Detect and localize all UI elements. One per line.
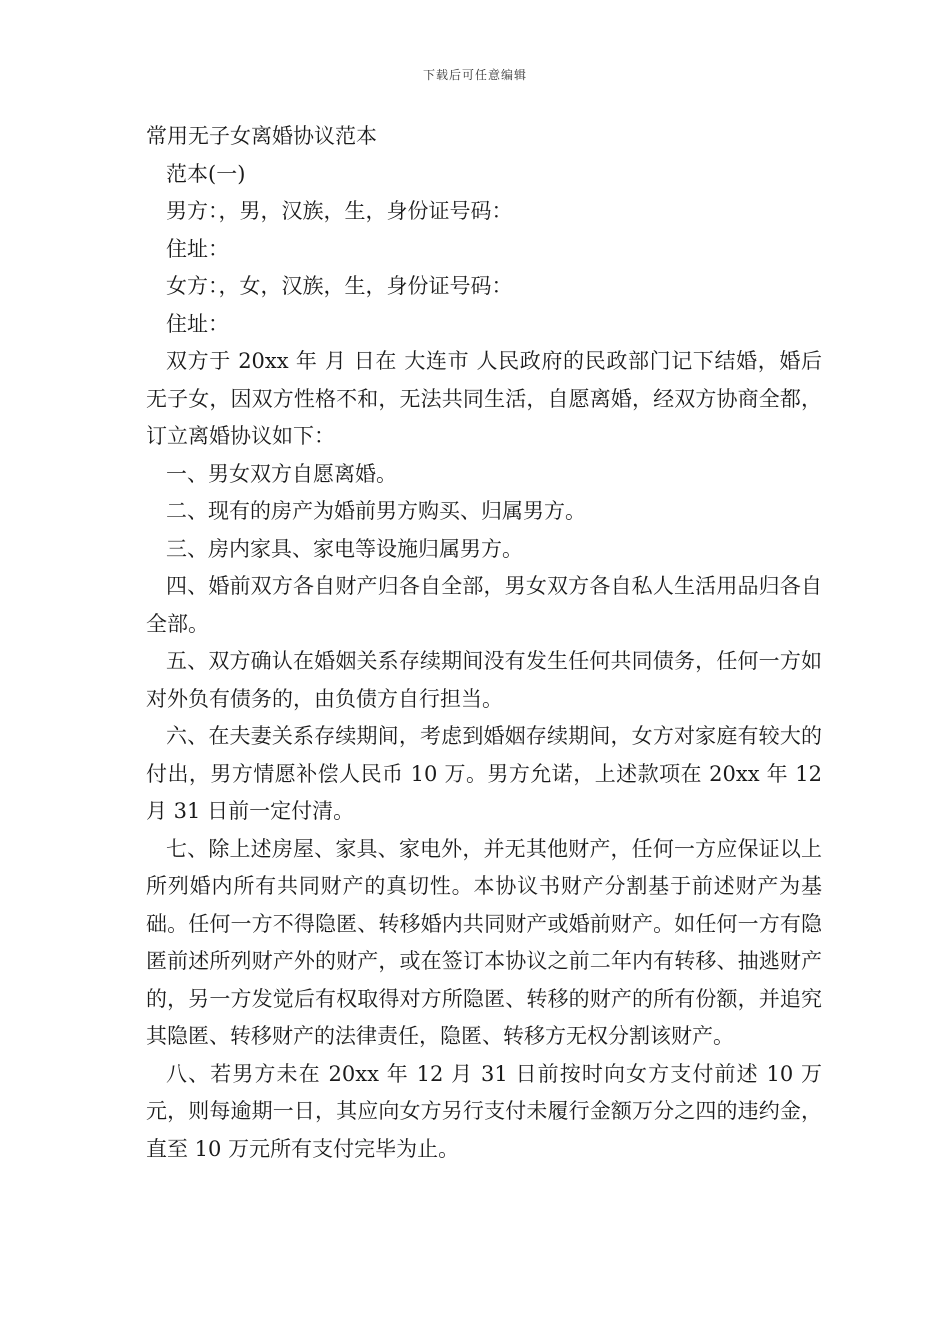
clause-2: 二、现有的房产为婚前男方购买、归属男方。 (166, 499, 586, 523)
intro-paragraph: 双方于 20xx 年 月 日在 大连市 人民政府的民政部门记下结婚，婚后无子女，因双方性格不和，无法共同生活，自愿离婚，经双方协商全都，订立离婚协议如下： (146, 349, 822, 448)
clause-4: 四、婚前双方各自财产归各自全部，男女双方各自私人生活用品归各自全部。 (146, 574, 822, 636)
female-party-line: 女方：，女，汉族，生，身份证号码： (166, 274, 513, 298)
document-body (146, 118, 822, 1168)
sample-label: 范本(一) (166, 161, 246, 186)
clause-3: 三、房内家具、家电等设施归属男方。 (166, 536, 523, 561)
male-party-line: 男方：，男，汉族，生，身份证号码： (166, 199, 513, 223)
male-address-line: 住址： (166, 236, 229, 261)
page-header-note: 下载后可任意编辑 (422, 68, 527, 82)
female-address-line: 住址： (166, 311, 229, 336)
clause-1: 一、男女双方自愿离婚。 (166, 461, 397, 486)
clause-8: 八、若男方未在 20xx 年 12 月 31 日前按时向女方支付前述 10 万元，则每逾期一日，其应向女方另行支付未履行金额万分之四的违约金，直至 10 万元所有支付完毕为止。 (146, 1061, 822, 1161)
clause-7: 七、除上述房屋、家具、家电外，并无其他财产，任何一方应保证以上所列婚内所有共同财产的真切性。本协议书财产分割基于前述财产为基础。任何一方不得隐匿、转移婚内共同财产或婚前财产。如任何一方有隐匿前述所列财产外的财产，或在签订本协议之前二年内有转移、抽逃财产的，另一方发觉后有权取得对方所隐匿、转移的财产的所有份额，并追究其隐匿、转移财产的法律责任，隐匿、转移方无权分割该财产。 (146, 836, 822, 1048)
clause-6: 六、在夫妻关系存续期间，考虑到婚姻存续期间，女方对家庭有较大的付出，男方情愿补偿人民币 10 万。男方允诺，上述款项在 20xx 年 12 月 31 日前一定付清。 (146, 724, 822, 823)
clause-5: 五、双方确认在婚姻关系存续期间没有发生任何共同债务，任何一方如对外负有债务的，由负债方自行担当。 (146, 649, 822, 711)
document-title: 常用无子女离婚协议范本 (146, 124, 377, 148)
